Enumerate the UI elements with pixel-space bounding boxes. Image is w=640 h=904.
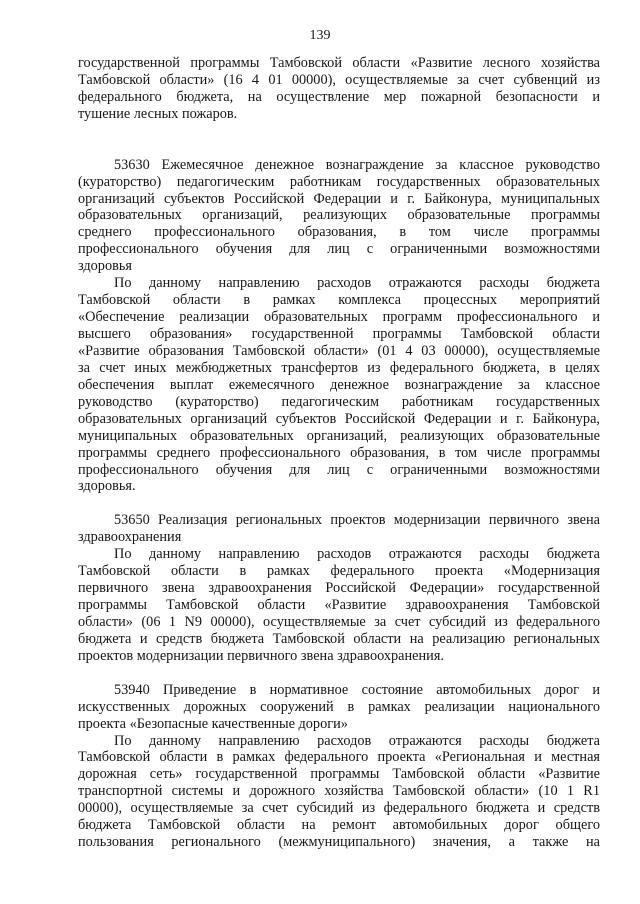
- text-line: государственной программы Тамбовской области «Развитие лесного хозяйства: [78, 55, 600, 71]
- blank-line: [78, 123, 600, 140]
- section-heading-53650: [78, 512, 600, 546]
- heading-line: проекта «Безопасные качественные дороги»: [78, 715, 348, 732]
- heading-line: среднего профессионального образования, в том числе программы: [78, 224, 600, 241]
- heading-line: профессионального обучения для лиц с ограниченными возможностями: [78, 241, 600, 258]
- paragraph-continuation: [78, 55, 600, 123]
- heading-line: здравоохранения: [78, 529, 182, 546]
- paragraph-53940: [78, 733, 600, 852]
- text-line: программы Тамбовской области «Развитие здравоохранения Тамбовской: [78, 597, 600, 613]
- text-line: «Развитие образования Тамбовской области» (01 4 03 00000), осуществляемые: [78, 342, 600, 359]
- text-line: первичного звена здравоохранения Российской Федерации» государственной: [78, 580, 600, 597]
- heading-line: искусственных дорожных сооружений в рамках реализации национального: [78, 698, 600, 715]
- paragraph-53630: [78, 275, 600, 495]
- text-line: программы среднего профессионального образования, в том числе программы: [78, 444, 600, 461]
- text-line: бюджета Тамбовской области на ремонт автомобильных дорог общего: [78, 817, 600, 834]
- text-line: По данному направлению расходов отражаются расходы бюджета: [114, 546, 600, 563]
- text-line: муниципальных образовательных организаций, реализующих образовательные: [78, 427, 600, 444]
- text-line: бюджета и средств бюджета Тамбовской области на реализацию региональных: [78, 630, 600, 647]
- paragraph-53650: [78, 546, 600, 665]
- text-line: пользования регионального (межмуниципального) значения, а также на: [78, 834, 600, 851]
- section-heading-53630: [78, 157, 600, 276]
- heading-line: 53940 Приведение в нормативное состояние автомобильных дорог и: [114, 681, 600, 698]
- blank-line: [78, 140, 600, 157]
- heading-line: здоровья: [78, 258, 132, 275]
- document-body: [78, 55, 600, 851]
- text-line: обеспечения выплат ежемесячного денежное вознаграждение за классное: [78, 376, 600, 393]
- heading-line: 53650 Реализация региональных проектов модернизации первичного звена: [114, 512, 600, 529]
- text-line: здоровья.: [78, 478, 136, 495]
- text-line: транспортной системы и дорожного хозяйства Тамбовской области» (10 1 R1: [78, 783, 600, 800]
- text-line: Тамбовской области в рамках федерального проекта «Региональная и местная: [78, 749, 600, 766]
- text-line: области» (06 1 N9 00000), осуществляемые за счет субсидий из федерального: [78, 613, 600, 630]
- text-line: федерального бюджета, на осуществление мер пожарной безопасности и: [78, 88, 600, 105]
- section-heading-53940: [78, 682, 600, 733]
- heading-line: организаций субъектов Российской Федерации и г. Байконура, муниципальных: [78, 190, 600, 207]
- text-line: руководство (кураторство) педагогическим работникам государственных: [78, 393, 600, 410]
- text-line: Тамбовской области» (16 4 01 00000), осуществляемые за счет субвенций из: [78, 71, 600, 88]
- page-number: 139: [309, 28, 331, 43]
- text-line: По данному направлению расходов отражаются расходы бюджета: [114, 732, 600, 749]
- text-line: дорожная сеть» государственной программы Тамбовской области «Развитие: [78, 766, 600, 783]
- text-line: Тамбовской области в рамках федерального проекта «Модернизация: [78, 563, 600, 580]
- text-line: Тамбовской области в рамках комплекса процессных мероприятий: [78, 292, 600, 309]
- text-line: «Обеспечение реализации образовательных программ профессионального и: [78, 309, 600, 326]
- heading-line: 53630 Ежемесячное денежное вознаграждение за классное руководство: [114, 156, 600, 173]
- text-line: По данному направлению расходов отражаются расходы бюджета: [114, 275, 600, 292]
- heading-line: образовательных организаций, реализующих образовательные программы: [78, 207, 600, 224]
- text-line: профессионального обучения для лиц с ограниченными возможностями: [78, 461, 600, 478]
- blank-line: [78, 665, 600, 682]
- heading-line: (кураторство) педагогическим работникам государственных образовательных: [78, 173, 600, 190]
- text-line: 00000), осуществляемые за счет субсидий из федерального бюджета и средств: [78, 800, 600, 817]
- text-line: образовательных организаций субъектов Российской Федерации и г. Байконура,: [78, 410, 600, 427]
- text-line: тушение лесных пожаров.: [78, 105, 238, 122]
- blank-line: [78, 495, 600, 512]
- text-line: высшего образования» государственной программы Тамбовской области: [78, 326, 600, 342]
- text-line: за счет иных межбюджетных трансфертов из федерального бюджета, в целях: [78, 359, 600, 376]
- text-line: проектов модернизации первичного звена здравоохранения.: [78, 647, 444, 664]
